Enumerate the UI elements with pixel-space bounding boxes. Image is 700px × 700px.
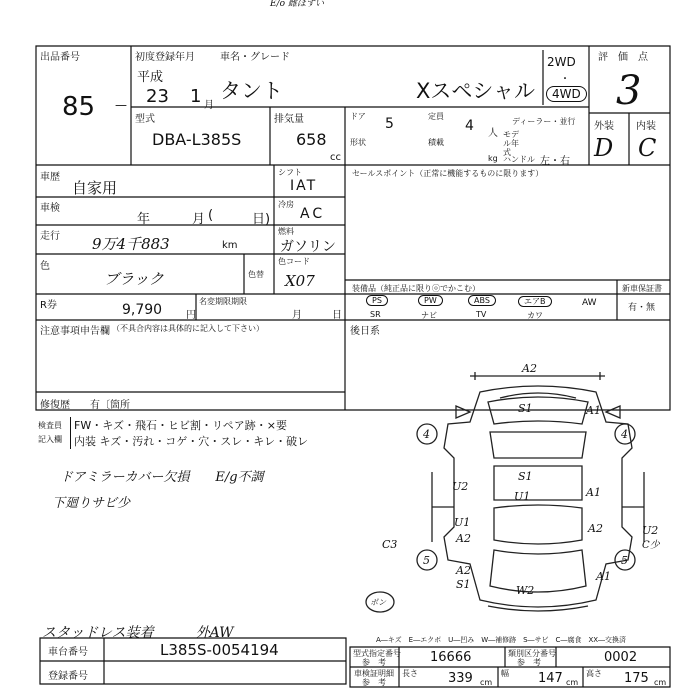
- model-code: DBA-L385S: [152, 130, 242, 149]
- equip-tv: TV: [476, 310, 487, 319]
- mark-a2-top: A2: [522, 362, 537, 375]
- cert-sub: 参 考: [362, 678, 386, 687]
- repair-value: 有〔箇所: [90, 400, 130, 411]
- shape-label: 形状: [350, 138, 366, 147]
- doors-value: 5: [385, 116, 394, 132]
- lot-number: 85: [62, 92, 96, 122]
- mark-s1-roof: S1: [518, 470, 533, 483]
- equip-aw: AW: [582, 298, 597, 308]
- type-number-label: 型式指定番号: [353, 649, 401, 658]
- history-label: 車歴: [40, 172, 60, 183]
- repair-label: 修復歴: [40, 400, 70, 411]
- chassis-label: 車台番号: [48, 647, 88, 658]
- inspection-label: 車検: [40, 203, 60, 214]
- mark-a2-rear-left: A2: [456, 564, 471, 577]
- handle-value: 左・右: [540, 156, 570, 167]
- extras-text: スタッドレス装着 外AW: [42, 625, 234, 641]
- fuel-value: ガソリン: [280, 239, 336, 255]
- drive-4wd: 4WD: [546, 86, 587, 102]
- class-number-sub: 参 考: [517, 658, 541, 667]
- recycle-unit: 円: [186, 310, 196, 321]
- inspection-year-unit: 年: [137, 212, 151, 227]
- model-label: 型式: [135, 114, 155, 125]
- height-value: 175: [624, 671, 649, 686]
- mark-wheel-fr: 4: [621, 428, 628, 441]
- mark-s1-hood: S1: [518, 402, 533, 415]
- registration-label: 登録番号: [48, 671, 88, 682]
- reg-year: 23: [146, 86, 169, 107]
- rating-score: 3: [616, 68, 642, 114]
- displacement-unit: cc: [330, 152, 341, 163]
- dealer-label: ディーラー・並行: [512, 117, 576, 126]
- doors-label: ドア: [350, 112, 366, 121]
- height-unit: cm: [654, 678, 667, 687]
- type-number-sub: 参 考: [362, 658, 386, 667]
- mark-c3: C3: [382, 538, 398, 551]
- drive-2wd: 2WD: [547, 55, 576, 69]
- mark-a1-rear-right: A1: [596, 570, 611, 583]
- remark-line-1: ドアミラーカバー欠損 E/g不調: [60, 470, 264, 485]
- check-line-1: FW・キズ・飛石・ヒビ割・リペア跡・×要: [70, 417, 287, 433]
- deadline-day-unit: 日: [332, 310, 342, 321]
- width-label: 幅: [501, 669, 509, 678]
- exterior-grade: D: [594, 134, 614, 162]
- equip-ps: PS: [366, 296, 388, 305]
- car-diagram: [370, 362, 670, 630]
- width-unit: cm: [566, 678, 579, 687]
- mileage-label: 走行: [40, 231, 60, 242]
- mark-a2-right: A2: [588, 522, 603, 535]
- model-year-label: モデル年式: [503, 130, 519, 157]
- capacity-value: 4: [465, 118, 474, 134]
- class-number-label: 類別区分番号: [508, 649, 556, 658]
- length-unit: cm: [480, 678, 493, 687]
- mark-s1-rear-left: S1: [456, 578, 471, 591]
- color-code: X07: [285, 272, 315, 290]
- check-line-2: 内装 キズ・汚れ・コゲ・穴・スレ・キレ・破レ: [70, 433, 308, 449]
- mark-wheel-fl: 4: [423, 428, 430, 441]
- rating-label: 評 価 点: [598, 52, 648, 63]
- mark-a1-right-front: A1: [586, 404, 601, 417]
- car-name: タント: [220, 79, 283, 103]
- handle-label: ハンドル: [503, 155, 535, 164]
- mark-c-small: C少: [642, 540, 660, 551]
- equip-pw: PW: [418, 296, 443, 305]
- car-name-label: 車名・グレード: [220, 52, 290, 63]
- height-label: 高さ: [586, 669, 602, 678]
- inspection-month-unit: 月: [192, 212, 206, 227]
- interior-label: 内装: [636, 121, 656, 132]
- mark-pon: ポン: [370, 598, 386, 607]
- mark-wheel-rr: 5: [621, 554, 628, 567]
- exterior-label: 外装: [594, 121, 614, 132]
- fuel-label: 燃料: [278, 227, 294, 236]
- mileage-unit: km: [222, 240, 238, 251]
- type-number-value: 16666: [430, 650, 472, 665]
- mark-a1-right: A1: [586, 486, 601, 499]
- aircon-label: 冷房: [278, 200, 294, 209]
- color-code-label: 色コード: [278, 257, 310, 266]
- chassis-value: L385S-0054194: [160, 641, 279, 659]
- class-number-value: 0002: [604, 650, 638, 665]
- remark-line-2: 下廻りサビ少: [52, 496, 131, 511]
- deadline-month-unit: 月: [292, 310, 302, 321]
- reg-month-unit: 月: [204, 100, 214, 111]
- mark-u1-roof: U1: [514, 490, 531, 503]
- drive-dot: ・: [560, 74, 570, 85]
- equip-navi: ナビ: [421, 311, 437, 320]
- deadline-label: 名変期限期限: [199, 297, 247, 306]
- recycle-label: R券: [40, 300, 57, 311]
- shift-value: IAT: [290, 178, 318, 194]
- capacity-unit: 人: [488, 128, 498, 139]
- width-value: 147: [538, 671, 563, 686]
- equip-abs: ABS: [468, 296, 496, 305]
- aircon-value: AC: [300, 206, 326, 222]
- mark-u1-left: U1: [454, 516, 471, 529]
- warranty-label: 新車保証書: [622, 284, 662, 293]
- equip-airbag: エアB: [518, 296, 552, 307]
- displacement-label: 排気量: [274, 114, 304, 125]
- inspection-paren: (: [208, 208, 214, 223]
- header-scribble: E/o 雌ほずい: [270, 0, 324, 9]
- diagram-legend: A―キズ E―エクボ U―凹み W―補修跡 S―サビ C―腐食 XX―交換済: [376, 636, 627, 644]
- reg-date-label: 初度登録年月: [135, 52, 195, 63]
- entry-label: 記入欄: [38, 435, 62, 444]
- load-label: 積載: [428, 138, 444, 147]
- notes-label: 注意事項申告欄: [40, 326, 110, 337]
- mark-u2-right: U2: [642, 524, 659, 537]
- equip-leather: カワ: [527, 311, 543, 320]
- mark-a2-left: A2: [456, 532, 471, 545]
- interior-grade: C: [638, 134, 657, 162]
- lot-number-label: 出品番号: [40, 52, 80, 63]
- sales-point-label: セールスポイント（正常に機能するものに限ります）: [352, 169, 544, 178]
- mark-w2-rear: W2: [516, 584, 535, 597]
- cert-label: 車検証明細: [354, 669, 394, 678]
- load-unit: kg: [488, 154, 498, 163]
- color-value: ブラック: [104, 270, 164, 288]
- notes-sublabel: （不具合内容は具体的に記入して下さい）: [112, 324, 264, 333]
- color-no-label: 色替: [248, 270, 264, 279]
- color-label: 色: [40, 261, 50, 272]
- reg-era: 平成: [137, 70, 164, 85]
- length-value: 339: [448, 671, 473, 686]
- mileage-value: 9万4千883: [92, 235, 170, 253]
- equipment-label: 装備品（純正品に限りⓞでかこむ）: [352, 284, 480, 293]
- displacement: 658: [296, 130, 327, 149]
- warranty-value: 有・無: [628, 303, 656, 313]
- car-grade: Xスペシャル: [416, 79, 535, 103]
- mark-u2-left: U2: [452, 480, 469, 493]
- lot-dash: —: [115, 98, 127, 112]
- later-date-label: 後日系: [350, 326, 380, 337]
- capacity-label: 定員: [428, 112, 444, 121]
- shift-label: シフト: [278, 168, 302, 177]
- length-label: 長さ: [402, 669, 418, 678]
- reg-month: 1: [190, 86, 202, 107]
- equip-sr: SR: [370, 310, 381, 319]
- mark-wheel-rl: 5: [423, 554, 430, 567]
- history-value: 自家用: [72, 179, 118, 197]
- inspection-day-unit: 日): [252, 212, 271, 227]
- inspector-label: 検査員: [38, 421, 62, 430]
- recycle-value: 9,790: [122, 302, 163, 318]
